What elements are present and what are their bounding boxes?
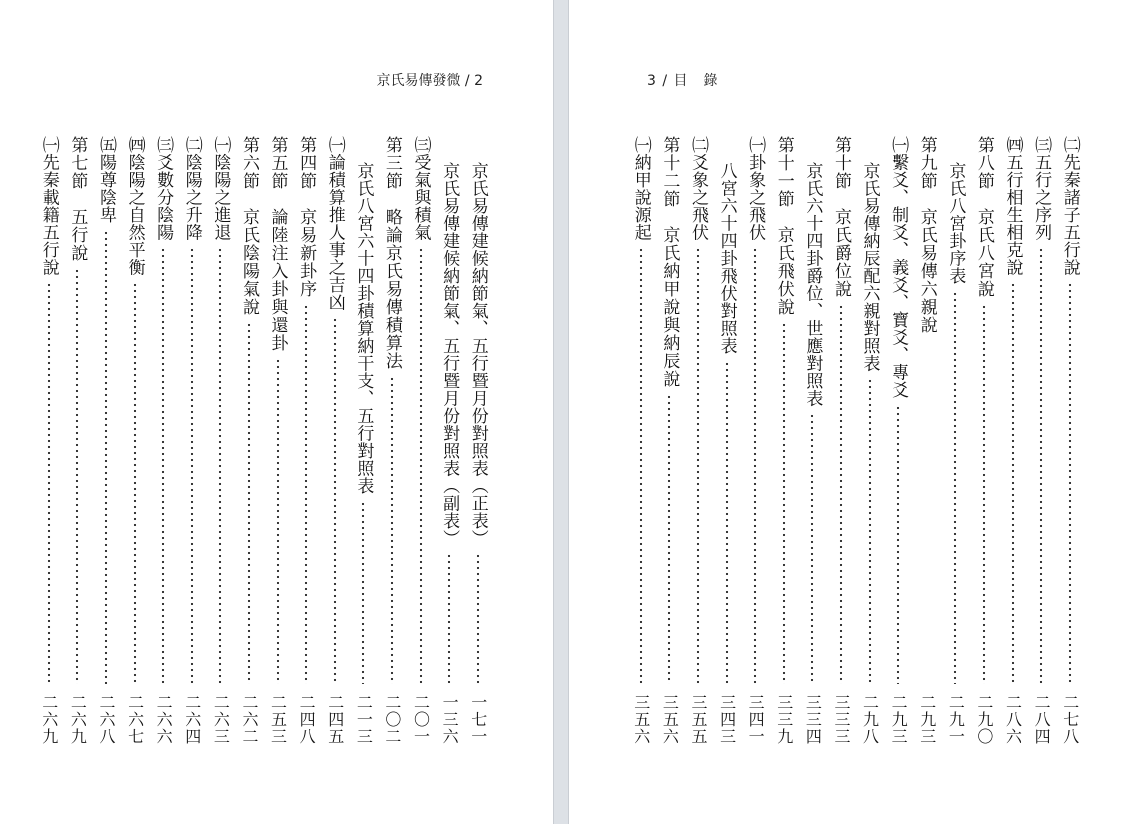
dot-leader (47, 282, 51, 684)
toc-entry (349, 136, 378, 766)
toc-entry (998, 136, 1027, 766)
dot-leader (104, 230, 108, 685)
toc-entry-title: ㈡爻象之飛伏 (687, 136, 708, 241)
toc-entry (406, 136, 435, 766)
toc-entry (35, 136, 64, 766)
right-page (569, 0, 1134, 824)
toc-entry-title: ㈠卦象之飛伏 (745, 136, 766, 241)
toc-page-number: 二九三 (889, 694, 909, 745)
dot-leader (810, 413, 814, 684)
toc-entry (149, 136, 178, 766)
toc-page-number: 三四三 (717, 694, 737, 745)
toc-entry-title: ㈣陰陽之自然平衡 (124, 136, 145, 276)
toc-entry-title: ㈤陽尊陰卑 (95, 136, 116, 224)
dot-leader (190, 247, 194, 684)
toc-entry (769, 136, 798, 766)
dot-leader (639, 247, 643, 684)
toc-page-number: 二九八 (860, 694, 880, 745)
dot-leader (868, 378, 872, 684)
page-gutter (553, 0, 569, 824)
dot-leader (218, 247, 222, 684)
toc-page-number: 二九一 (946, 694, 966, 745)
dot-leader (953, 291, 957, 685)
toc-page-number: 二五三 (268, 694, 288, 745)
toc-entry (463, 136, 492, 766)
toc-entry (741, 136, 770, 766)
toc-entry-title: 京氏易傳納辰配六親對照表 (859, 162, 880, 372)
toc-entry-title: 京氏易傳建候納節氣、五行暨月份對照表（正表） (467, 162, 488, 547)
toc-entry-title: ㈠陰陽之進退 (210, 136, 231, 241)
toc-entry (120, 136, 149, 766)
toc-entry (884, 136, 913, 766)
dot-leader (1011, 282, 1015, 684)
toc-page-number: 二四五 (325, 694, 345, 745)
toc-left (35, 136, 493, 766)
toc-page-number: 二九三 (917, 694, 937, 745)
toc-page-number: 一七一 (468, 694, 488, 745)
toc-page-number: 二一三 (354, 694, 374, 745)
toc-entry-title: 京氏易傳建候納節氣、五行暨月份對照表（副表） (439, 162, 460, 547)
dot-leader (361, 501, 365, 685)
toc-page-number: 二〇一 (411, 694, 431, 745)
toc-page-number: 二六八 (96, 694, 116, 745)
toc-entry-title: 第十節 京氏爵位說 (830, 136, 851, 298)
dot-leader (725, 361, 729, 685)
toc-entry-title: 第九節 京氏易傳六親說 (916, 136, 937, 334)
toc-page-number: 三四一 (746, 694, 766, 745)
toc-entry (655, 136, 684, 766)
toc-page-number: 三三三 (831, 694, 851, 745)
toc-entry (684, 136, 713, 766)
dot-leader (839, 304, 843, 684)
toc-page-number: 三三四 (803, 694, 823, 745)
dot-leader (447, 553, 451, 684)
toc-entry-title: 京氏六十四卦爵位、世應對照表 (802, 162, 823, 407)
toc-page-number: 二六六 (154, 694, 174, 745)
toc-entry (292, 136, 321, 766)
toc-entry (63, 136, 92, 766)
dot-leader (247, 322, 251, 684)
toc-entry-title: 京氏八宮六十四卦積算納干支、五行對照表 (353, 162, 374, 495)
dot-leader (1039, 247, 1043, 684)
dot-leader (276, 358, 280, 684)
dot-leader (1068, 282, 1072, 684)
toc-entry-title: ㈡陰陽之升降 (181, 136, 202, 241)
running-head-right: 3 / 目 錄 (647, 73, 719, 89)
toc-entry-title: 第四節 京易新卦序 (296, 136, 317, 298)
toc-entry (206, 136, 235, 766)
toc-entry (263, 136, 292, 766)
toc-entry (177, 136, 206, 766)
toc-entry-title: ㈢五行之序列 (1031, 136, 1052, 241)
toc-entry (378, 136, 407, 766)
dot-leader (667, 394, 671, 684)
toc-entry-title: 第十一節 京氏飛伏說 (773, 136, 794, 316)
toc-entry-title: ㈢爻數分陰陽 (153, 136, 174, 241)
left-page (0, 0, 553, 824)
toc-page-number: 二六三 (211, 694, 231, 745)
toc-entry (627, 136, 656, 766)
dot-leader (333, 317, 337, 684)
toc-page-number: 三五五 (688, 694, 708, 745)
toc-entry-title: ㈠先秦載籍五行說 (38, 136, 59, 276)
dot-leader (161, 247, 165, 684)
toc-entry (912, 136, 941, 766)
toc-entry-title: ㈠論積算推人事之吉凶 (324, 136, 345, 311)
toc-page-number: 二九〇 (974, 694, 994, 745)
toc-entry (435, 136, 464, 766)
toc-entry (235, 136, 264, 766)
toc-entry-title: 八宮六十四卦飛伏對照表 (716, 162, 737, 355)
dot-leader (304, 304, 308, 684)
toc-entry (712, 136, 741, 766)
toc-page-number: 二六二 (239, 694, 259, 745)
dot-leader (133, 282, 137, 684)
running-head-left: 京氏易傳發微 / 2 (376, 73, 483, 89)
toc-page-number: 三五六 (631, 694, 651, 745)
toc-entry (320, 136, 349, 766)
toc-entry-title: ㈠納甲說源起 (630, 136, 651, 241)
toc-page-number: 二六九 (39, 694, 59, 745)
toc-entry-title: 第三節 略論京氏易傳積算法 (381, 136, 402, 370)
toc-page-number: 二七八 (1060, 694, 1080, 745)
toc-entry-title: 第十二節 京氏納甲說與納辰說 (659, 136, 680, 388)
toc-entry-title: 第七節 五行說 (67, 136, 88, 262)
toc-entry-title: 第八節 京氏八宮說 (973, 136, 994, 298)
dot-leader (782, 322, 786, 684)
toc-entry-title: 京氏八宮卦序表 (945, 162, 966, 285)
dot-leader (390, 376, 394, 684)
toc-page-number: 二六九 (68, 694, 88, 745)
dot-leader (75, 268, 79, 684)
toc-entry (855, 136, 884, 766)
toc-page-number: 二八六 (1003, 694, 1023, 745)
dot-leader (896, 405, 900, 685)
toc-entry (1027, 136, 1056, 766)
toc-page-number: 二六四 (182, 694, 202, 745)
toc-page-number: 三五六 (660, 694, 680, 745)
toc-page-number: 二六七 (125, 694, 145, 745)
toc-entry-title: ㈢受氣與積氣 (410, 136, 431, 241)
toc-entry-title: ㈠繫爻、制爻、義爻、寶爻、專爻 (888, 136, 909, 399)
toc-page-number: 二四八 (297, 694, 317, 745)
toc-page-number: 二〇二 (382, 694, 402, 745)
dot-leader (419, 247, 423, 684)
toc-entry (798, 136, 827, 766)
toc-entry-title: ㈡先秦諸子五行說 (1059, 136, 1080, 276)
toc-entry (941, 136, 970, 766)
toc-entry-title: ㈣五行相生相克說 (1002, 136, 1023, 276)
toc-page-number: 一三六 (440, 694, 460, 745)
dot-leader (982, 304, 986, 684)
dot-leader (753, 247, 757, 684)
toc-entry-title: 第六節 京氏陰陽氣說 (238, 136, 259, 316)
dot-leader (476, 553, 480, 684)
toc-entry (1055, 136, 1084, 766)
toc-entry (92, 136, 121, 766)
toc-page-number: 三三九 (774, 694, 794, 745)
toc-entry (827, 136, 856, 766)
toc-entry (970, 136, 999, 766)
toc-page-number: 二八四 (1032, 694, 1052, 745)
toc-right (627, 136, 1085, 766)
dot-leader (696, 247, 700, 684)
toc-entry-title: 第五節 論陸注入卦與還卦 (267, 136, 288, 352)
